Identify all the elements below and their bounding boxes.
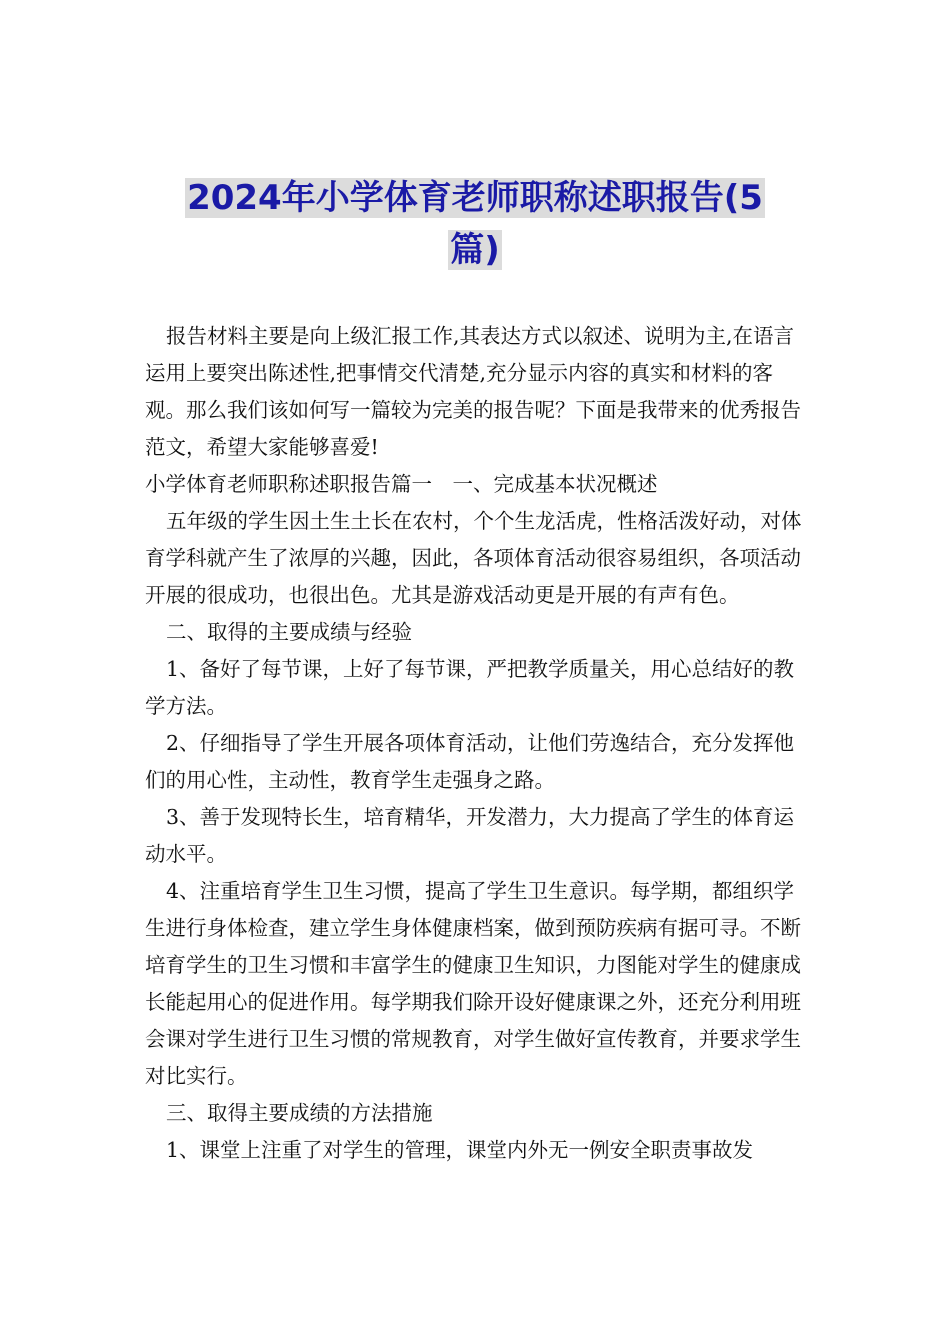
- intro-paragraph: 报告材料主要是向上级汇报工作,其表达方式以叙述、说明为主,在语言运用上要突出陈述性,把事情交代清楚,充分显示内容的真实和材料的客观。那么我们该如何写一篇较为完美的报告呢？下面是我带来的优秀报告范文，希望大家能够喜爱!: [145, 324, 801, 459]
- list-item-2: 2、仔细指导了学生开展各项体育活动，让他们劳逸结合，充分发挥他们的用心性，主动性，教育学生走强身之路。: [145, 731, 795, 792]
- section-heading-methods: 三、取得主要成绩的方法措施: [166, 1101, 433, 1125]
- title-line-1: 2024年小学体育老师职称述职报告(5: [187, 178, 763, 218]
- section-heading-part-one: 小学体育老师职称述职报告篇一 一、完成基本状况概述: [145, 472, 658, 496]
- list-item-methods-1: 1、课堂上注重了对学生的管理，课堂内外无一例安全职责事故发: [166, 1138, 754, 1162]
- section-heading-achievements: 二、取得的主要成绩与经验: [166, 620, 412, 644]
- document-title: [150, 172, 800, 276]
- paragraph-overview: 五年级的学生因土生土长在农村，个个生龙活虎，性格活泼好动，对体育学科就产生了浓厚的兴趣，因此，各项体育活动很容易组织，各项活动开展的很成功，也很出色。尤其是游戏活动更是开展的有声有色。: [145, 509, 802, 607]
- title-line-2: 篇): [450, 230, 500, 270]
- document-body: [145, 318, 805, 1169]
- list-item-1: 1、备好了每节课，上好了每节课，严把教学质量关，用心总结好的教学方法。: [145, 657, 795, 718]
- list-item-4: 4、注重培育学生卫生习惯，提高了学生卫生意识。每学期，都组织学生进行身体检查，建立学生身体健康档案，做到预防疾病有据可寻。不断培育学生的卫生习惯和丰富学生的健康卫生知识，力图能对学生的健康成长能起用心的促进作用。每学期我们除开设好健康课之外，还充分利用班会课对学生进行卫生习惯的常规教育，对学生做好宣传教育，并要求学生对比实行。: [145, 879, 801, 1088]
- list-item-3: 3、善于发现特长生，培育精华，开发潜力，大力提高了学生的体育运动水平。: [145, 805, 795, 866]
